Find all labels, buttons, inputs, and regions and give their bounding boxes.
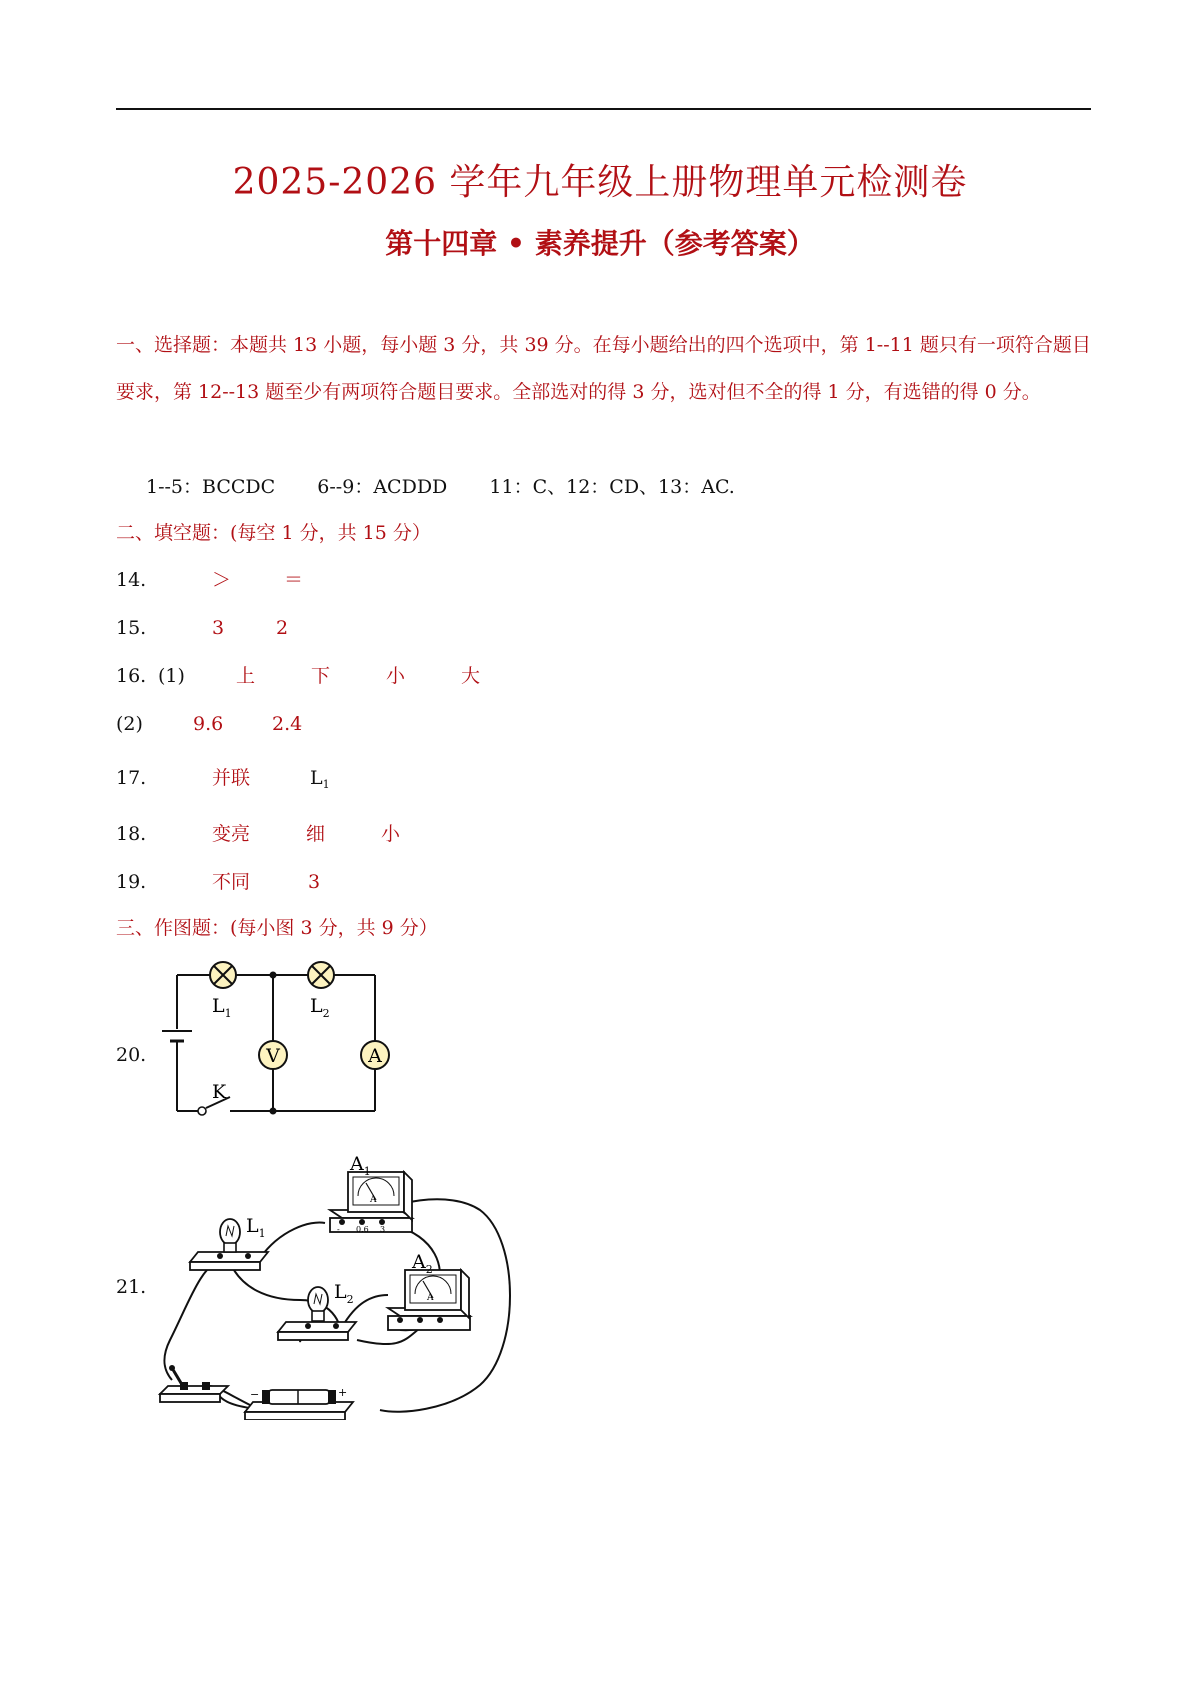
question-17	[116, 763, 330, 793]
junction-dot	[270, 1108, 277, 1115]
switch-pivot	[198, 1107, 206, 1115]
terminal-label: -	[337, 1225, 340, 1234]
lamp-icon	[308, 962, 334, 988]
question-19	[116, 867, 321, 897]
ammeter-label-a2: $A_2$	[412, 1251, 433, 1276]
circuit-diagram-21	[150, 1150, 530, 1420]
lamp-label-l2: $L_2$	[334, 1281, 354, 1306]
answer-range: 1--5：	[146, 476, 203, 498]
junction-dot	[270, 972, 277, 979]
question-part: (2)	[116, 713, 143, 735]
lamp-icon	[210, 962, 236, 988]
section2-heading: 二、填空题：(每空 1 分，共 15 分）	[116, 522, 431, 544]
question-number: 19.	[116, 871, 147, 893]
question-18	[116, 819, 401, 849]
meter-unit-label: A	[427, 1293, 434, 1303]
question-20-number: 20.	[116, 1044, 147, 1066]
question-number: 17.	[116, 767, 147, 789]
section3-heading: 三、作图题：(每小图 3 分，共 9 分）	[116, 917, 438, 939]
question-15	[116, 613, 289, 643]
answer-value: ACDDD	[373, 476, 448, 498]
terminal-label: 3	[380, 1225, 386, 1234]
switch-icon	[160, 1365, 228, 1402]
answer-blank: $L_1$	[310, 767, 330, 791]
battery-icon	[245, 1390, 353, 1420]
answer-blank: 上	[236, 665, 256, 687]
switch-label: K	[212, 1081, 227, 1103]
circuit-diagram-20	[150, 955, 400, 1130]
meter-unit-label: A	[370, 1195, 377, 1205]
question-14	[116, 565, 304, 595]
answer-blank: 并联	[212, 767, 251, 789]
lamp-label-l2: $L_2$	[310, 995, 330, 1020]
answer-blank: ＞	[212, 569, 232, 591]
page-subtitle: 第十四章 • 素养提升（参考答案）	[385, 227, 815, 260]
question-number: 15.	[116, 617, 147, 639]
question-part: (1)	[158, 665, 185, 687]
voltmeter-label: V	[266, 1045, 280, 1067]
battery-plus-label: +	[338, 1386, 348, 1399]
answer-value: BCCDC	[202, 476, 276, 498]
ammeter-label: A	[368, 1045, 382, 1067]
answer-blank: 9.6	[193, 713, 224, 735]
question-21-number: 21.	[116, 1276, 147, 1298]
question-number: 14.	[116, 569, 147, 591]
question-number: 18.	[116, 823, 147, 845]
question-16-part2	[116, 709, 303, 739]
answer-blank: 小	[386, 665, 406, 687]
answer-blank: 3	[308, 871, 321, 893]
answer-blank: 2	[276, 617, 289, 639]
section1-heading: 一、选择题：本题共 13 小题，每小题 3 分，共 39 分。在每小题给出的四个选项中，第 1--11 题只有一项符合题目要求，第 12--13 题至少有两项符合题目要求。全部选对的得 3 分，选对但不全的得 1 分，有选错的得 0 分。	[116, 334, 1091, 403]
page-title: 2025-2026 学年九年级上册物理单元检测卷	[232, 162, 968, 203]
answer-blank: 不同	[212, 871, 251, 893]
answer-blank: 变亮	[212, 823, 251, 845]
battery-minus-label: −	[250, 1388, 260, 1401]
answer-value: 11：C、12：CD、13：AC.	[489, 476, 735, 498]
section1-answers	[146, 472, 735, 502]
question-16	[116, 661, 481, 691]
answer-blank: 3	[212, 617, 225, 639]
answer-blank: 细	[306, 823, 326, 845]
answer-blank: ＝	[284, 569, 304, 591]
lamp-label-l1: $L_1$	[212, 995, 232, 1020]
answer-blank: 下	[311, 665, 331, 687]
ammeter-label-a1: $A_1$	[350, 1153, 371, 1178]
answer-blank: 2.4	[272, 713, 303, 735]
question-number: 16.	[116, 665, 147, 687]
answer-range: 6--9：	[317, 476, 374, 498]
terminal-label: 0.6	[356, 1225, 369, 1234]
answer-blank: 大	[461, 665, 481, 687]
answer-blank: 小	[381, 823, 401, 845]
lamp-label-l1: $L_1$	[246, 1215, 266, 1240]
top-rule	[116, 108, 1091, 110]
